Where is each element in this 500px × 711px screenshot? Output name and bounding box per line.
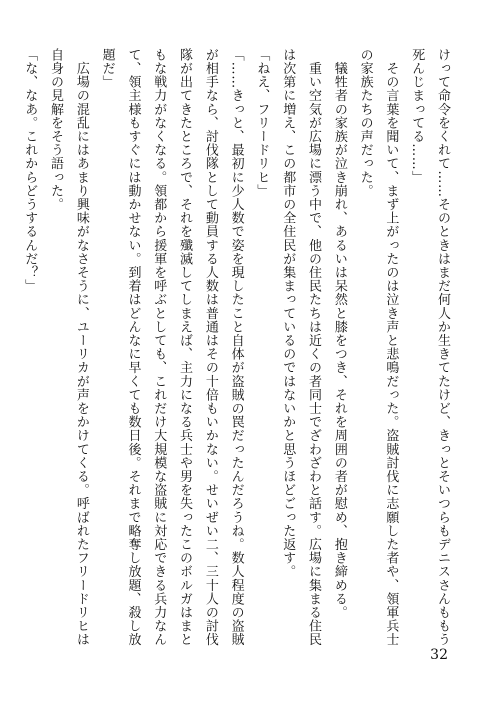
text-line: 広場の混乱にはあまり興味がなさそうに、ユーリカが声をかけてくる。呼ばれたフリードリヒは [73, 48, 89, 647]
text-line: の家族たちの声だった。 [357, 48, 373, 198]
page-number: 32 [430, 647, 448, 663]
text-line: が相手なら、討伐隊として動員する人数は普通はその十倍もいかない。せいぜい二、三十人の討伐 [202, 48, 218, 647]
text-line: て、領主様もすぐには動かせない。到着はどんなに早くても数日後。それまで略奪し放題、殺し放 [125, 48, 141, 647]
text-line: 隊が出てきたところで、それを殲滅してしまえば、主力になる兵士や男を失ったこのボルガはまと [177, 48, 193, 647]
text-line: 「……きっと、最初に少人数で姿を現したこと自体が盗賊の罠だったんだろうね。数人程度の盗賊 [228, 48, 244, 647]
text-line: 「な、なあ。これからどうするんだ？」 [22, 48, 38, 293]
text-line: 死んじまってる……」 [409, 48, 425, 184]
text-line: 「ねえ、フリードリヒ」 [254, 48, 270, 198]
text-line: 重い空気が広場に漂う中で、他の住民たちは近くの者同士でざわざわと話す。広場に集まる住民 [306, 48, 322, 647]
text-line: その言葉を聞いて、まず上がったのは泣き声と悲鳴だった。盗賊討伐に志願した者や、領軍兵士 [383, 48, 399, 647]
text-line: けって命令をくれて……そのときはまだ何人か生きてたけど、きっとそいつらもデニスさんももう [435, 48, 450, 647]
vertical-text-body [22, 48, 455, 647]
text-line: 犠牲者の家族が泣き崩れ、あるいは呆然と膝をつき、それを周囲の者が慰め、抱き締める。 [331, 48, 347, 620]
text-line: 自身の見解をそう語った。 [48, 48, 64, 212]
text-line: 題だ」 [99, 48, 115, 89]
text-line: は次第に増え、この都市の全住民が集まっているのではないかと思うほどごった返す。 [280, 48, 296, 579]
text-line: もな戦力がなくなる。領都から援軍を呼ぶとしても、これだけ大規模な盗賊に対応できる兵力なん [151, 48, 167, 647]
